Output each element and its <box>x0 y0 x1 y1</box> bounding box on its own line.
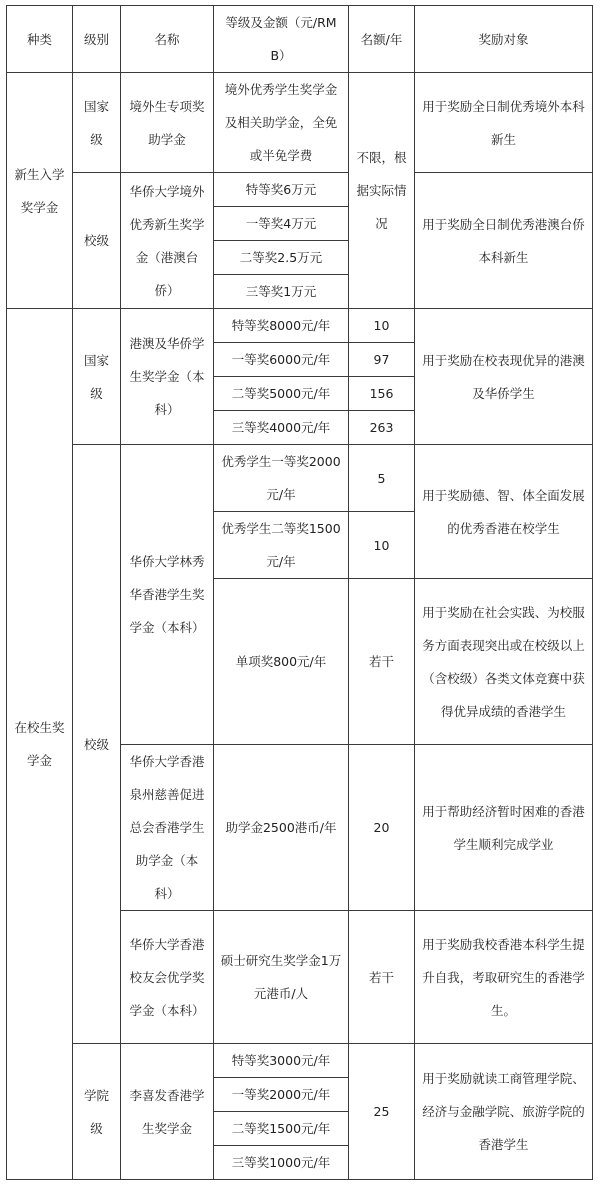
table-row <box>7 173 593 207</box>
grade-cell: 一等奖2000元/年 <box>214 1078 349 1112</box>
header-row <box>7 6 593 73</box>
grade-cell: 一等奖6000元/年 <box>214 343 349 377</box>
level-cell: 校级 <box>73 173 121 309</box>
name-cell: 华侨大学境外优秀新生奖学金（港澳台侨） <box>121 173 214 309</box>
quota-cell: 5 <box>349 445 415 512</box>
name-cell: 华侨大学林秀华香港学生奖学金（本科） <box>121 445 214 745</box>
grade-cell: 二等奖2.5万元 <box>214 241 349 275</box>
grade-cell: 优秀学生一等奖2000元/年 <box>214 445 349 512</box>
grade-cell: 硕士研究生奖学金1万元港币/人 <box>214 911 349 1044</box>
header-category: 种类 <box>7 6 73 73</box>
quota-cell: 不限，根据实际情况 <box>349 73 415 309</box>
name-cell: 华侨大学香港泉州慈善促进总会香港学生助学金（本科） <box>121 745 214 911</box>
grade-cell: 一等奖4万元 <box>214 207 349 241</box>
grade-cell: 优秀学生二等奖1500元/年 <box>214 512 349 579</box>
target-cell: 用于奖励我校香港本科学生提升自我，考取研究生的香港学生。 <box>415 911 593 1044</box>
level-cell: 国家级 <box>73 73 121 173</box>
header-grade-amount: 等级及金额（元/RMB） <box>214 6 349 73</box>
level-cell: 国家级 <box>73 309 121 445</box>
grade-cell: 特等奖8000元/年 <box>214 309 349 343</box>
grade-cell: 三等奖4000元/年 <box>214 411 349 445</box>
target-cell: 用于奖励在校表现优异的港澳及华侨学生 <box>415 309 593 445</box>
table-row <box>7 309 593 343</box>
quota-cell: 10 <box>349 309 415 343</box>
grade-cell: 三等奖1000元/年 <box>214 1146 349 1180</box>
quota-cell: 若干 <box>349 579 415 745</box>
scholarship-table <box>6 5 593 1180</box>
level-cell: 校级 <box>73 445 121 1044</box>
table-row <box>7 73 593 173</box>
quota-cell: 25 <box>349 1044 415 1180</box>
grade-cell: 助学金2500港币/年 <box>214 745 349 911</box>
quota-cell: 97 <box>349 343 415 377</box>
target-cell: 用于奖励就读工商管理学院、经济与金融学院、旅游学院的香港学生 <box>415 1044 593 1180</box>
name-cell: 华侨大学香港校友会优学奖学金（本科） <box>121 911 214 1044</box>
target-cell: 用于奖励全日制优秀境外本科新生 <box>415 73 593 173</box>
table-row <box>7 445 593 512</box>
target-cell: 用于奖励全日制优秀港澳台侨本科新生 <box>415 173 593 309</box>
quota-cell: 若干 <box>349 911 415 1044</box>
quota-cell: 156 <box>349 377 415 411</box>
category-cell: 在校生奖学金 <box>7 309 73 1180</box>
quota-cell: 10 <box>349 512 415 579</box>
name-cell: 李喜发香港学生奖学金 <box>121 1044 214 1180</box>
table-row <box>7 1044 593 1078</box>
header-quota: 名额/年 <box>349 6 415 73</box>
target-cell: 用于奖励德、智、体全面发展的优秀香港在校学生 <box>415 445 593 579</box>
grade-cell: 二等奖5000元/年 <box>214 377 349 411</box>
name-cell: 境外生专项奖助学金 <box>121 73 214 173</box>
quota-cell: 20 <box>349 745 415 911</box>
grade-cell: 单项奖800元/年 <box>214 579 349 745</box>
grade-cell: 特等奖3000元/年 <box>214 1044 349 1078</box>
name-cell: 港澳及华侨学生奖学金（本科） <box>121 309 214 445</box>
quota-cell: 263 <box>349 411 415 445</box>
header-target: 奖励对象 <box>415 6 593 73</box>
grade-cell: 三等奖1万元 <box>214 275 349 309</box>
target-cell: 用于奖励在社会实践、为校服务方面表现突出或在校级以上（含校级）各类文体竞赛中获得优异成绩的香港学生 <box>415 579 593 745</box>
header-name: 名称 <box>121 6 214 73</box>
target-cell: 用于帮助经济暂时困难的香港学生顺利完成学业 <box>415 745 593 911</box>
level-cell: 学院级 <box>73 1044 121 1180</box>
header-level: 级别 <box>73 6 121 73</box>
grade-cell: 二等奖1500元/年 <box>214 1112 349 1146</box>
grade-cell: 境外优秀学生奖学金及相关助学金，全免或半免学费 <box>214 73 349 173</box>
grade-cell: 特等奖6万元 <box>214 173 349 207</box>
category-cell: 新生入学奖学金 <box>7 73 73 309</box>
